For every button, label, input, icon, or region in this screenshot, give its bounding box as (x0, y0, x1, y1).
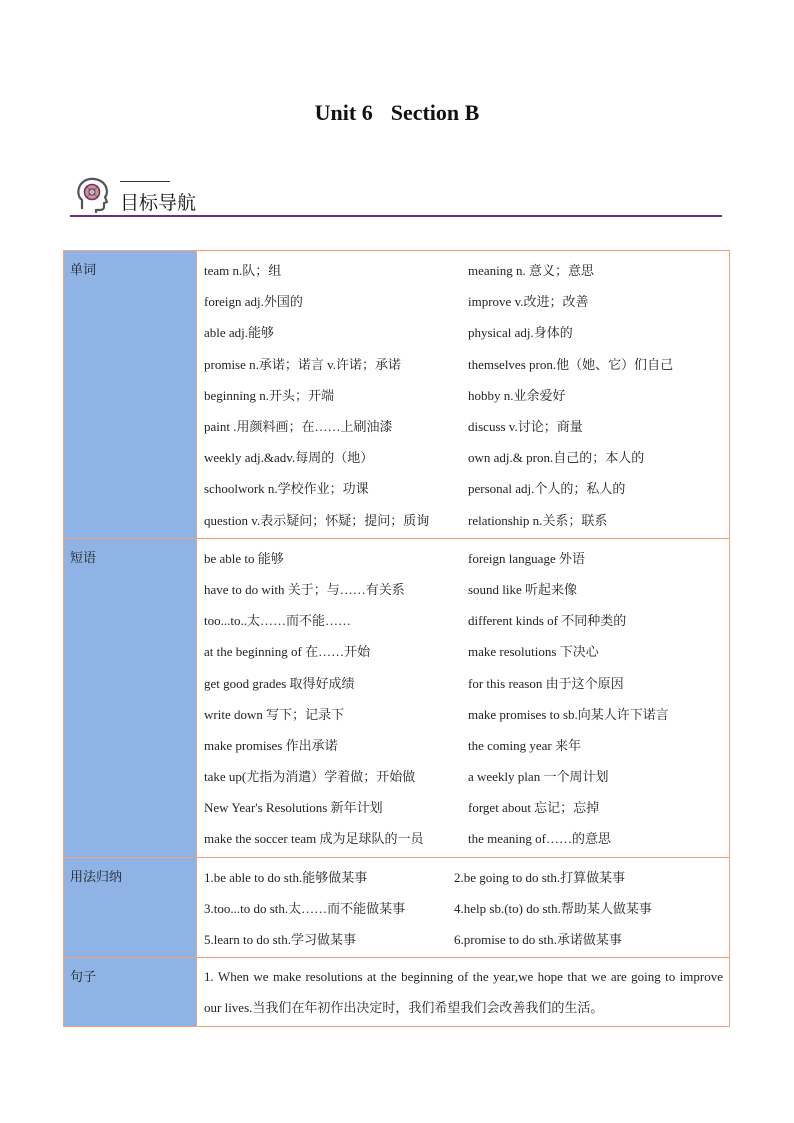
entry-right: improve v.改进；改善 (468, 294, 589, 310)
entry-right: make promises to sb.向某人许下诺言 (468, 706, 669, 722)
entry-row (204, 892, 723, 923)
section-content (197, 857, 730, 958)
entry-left: take up(尤指为消遣）学着做；开始做 (204, 769, 416, 785)
section-row-sentences (64, 958, 730, 1027)
entry-row (204, 923, 723, 954)
entry-left: make promises 作出承诺 (204, 737, 338, 753)
entry-row (204, 573, 723, 604)
entry-right: the coming year 来年 (468, 737, 581, 753)
entry-left: beginning n.开头；开端 (204, 387, 334, 403)
entry-left: team n.队；组 (204, 263, 282, 279)
entry-row (204, 316, 723, 347)
entry-right: 4.help sb.(to) do sth.帮助某人做某事 (454, 900, 652, 916)
entry-left: able adj.能够 (204, 325, 275, 341)
entry-right: forget about 忘记；忘掉 (468, 800, 600, 816)
entry-right: 2.be going to do sth.打算做某事 (454, 869, 626, 885)
entry-left: paint .用颜料画；在……上刷油漆 (204, 419, 393, 435)
entry-row (204, 635, 723, 666)
entry-right: physical adj.身体的 (468, 325, 573, 341)
title-section: Section B (390, 100, 480, 125)
entry-row (204, 791, 723, 822)
category-label: 短语 (64, 538, 197, 857)
example-sentence: 1. When we make resolutions at the beginning of the year,we hope that we are going to improve our lives.当我们在年初作出决定时，我们希望我们会改善我们的生活。 (204, 969, 723, 1016)
entry-left: write down 写下；记录下 (204, 706, 345, 722)
entry-row (204, 729, 723, 760)
entry-right: the meaning of……的意思 (468, 831, 611, 847)
entry-row (204, 698, 723, 729)
entry-row (204, 441, 723, 472)
section-content (197, 251, 730, 539)
entry-row (204, 822, 723, 853)
nav-label: 目标导航 (120, 192, 197, 214)
entry-left: question v.表示疑问；怀疑；提问；质询 (204, 512, 430, 528)
entry-right: foreign language 外语 (468, 550, 585, 566)
nav-top-line (120, 181, 170, 182)
brain-gear-icon (74, 176, 112, 214)
entry-row (204, 504, 723, 535)
entry-right: discuss v.讨论；商量 (468, 419, 583, 435)
entry-row (204, 760, 723, 791)
entry-row (204, 542, 723, 573)
section-row-usage (64, 857, 730, 958)
entry-left: be able to 能够 (204, 550, 284, 566)
entry-right: make resolutions 下决心 (468, 644, 599, 660)
entry-right: different kinds of 不同种类的 (468, 613, 627, 629)
entry-right: themselves pron.他（她、它）们自己 (468, 356, 674, 372)
entry-right: own adj.& pron.自己的；本人的 (468, 450, 645, 466)
entry-left: foreign adj.外国的 (204, 294, 303, 310)
category-label: 用法归纳 (64, 857, 197, 958)
entry-right: for this reason 由于这个原因 (468, 675, 624, 691)
entry-row (204, 285, 723, 316)
entry-row (204, 472, 723, 503)
entry-row (204, 348, 723, 379)
entry-left: promise n.承诺；诺言 v.许诺；承诺 (204, 356, 402, 372)
entry-right: relationship n.关系；联系 (468, 512, 608, 528)
entry-row (204, 666, 723, 697)
section-content (197, 958, 730, 1027)
section-content (197, 538, 730, 857)
entry-left: schoolwork n.学校作业；功课 (204, 481, 369, 497)
page-title (0, 100, 794, 126)
entry-right: a weekly plan 一个周计划 (468, 769, 609, 785)
entry-left: 1.be able to do sth.能够做某事 (204, 869, 368, 885)
category-label: 句子 (64, 958, 197, 1027)
section-row-words (64, 251, 730, 539)
entry-left: get good grades 取得好成绩 (204, 675, 355, 691)
entry-row (204, 254, 723, 285)
entry-left: 5.learn to do sth.学习做某事 (204, 932, 357, 948)
entry-row (204, 379, 723, 410)
entry-left: New Year's Resolutions 新年计划 (204, 800, 383, 816)
entry-row (204, 604, 723, 635)
entry-left: have to do with 关于；与……有关系 (204, 581, 405, 597)
nav-divider (70, 215, 722, 217)
entry-left: at the beginning of 在……开始 (204, 644, 371, 660)
entry-left: 3.too...to do sth.太……而不能做某事 (204, 900, 406, 916)
entry-left: too...to..太……而不能…… (204, 613, 351, 629)
entry-left: weekly adj.&adv.每周的（地） (204, 450, 374, 466)
category-label: 单词 (64, 251, 197, 539)
entry-row (204, 410, 723, 441)
entry-row (204, 861, 723, 892)
entry-right: personal adj.个人的；私人的 (468, 481, 626, 497)
entry-right: sound like 听起来像 (468, 581, 578, 597)
title-unit: Unit 6 (314, 100, 373, 125)
entry-right: 6.promise to do sth.承诺做某事 (454, 932, 622, 948)
entry-left: make the soccer team 成为足球队的一员 (204, 831, 424, 847)
section-row-phrases (64, 538, 730, 857)
vocab-table (63, 250, 730, 1027)
entry-right: hobby n.业余爱好 (468, 387, 566, 403)
entry-right: meaning n. 意义；意思 (468, 263, 595, 279)
